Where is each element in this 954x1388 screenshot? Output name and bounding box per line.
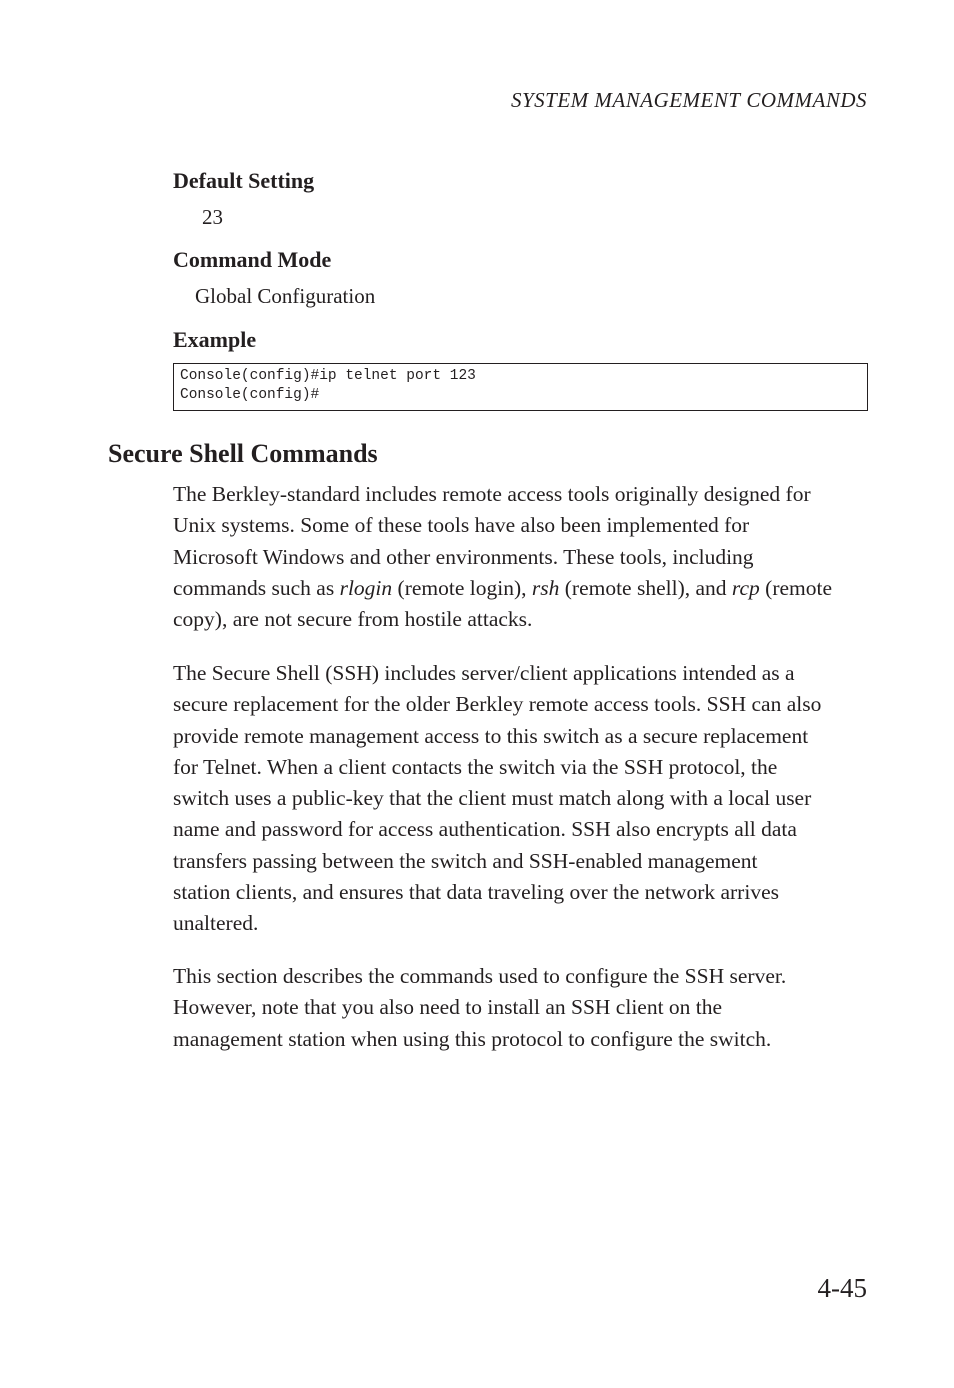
default-setting-value: 23 bbox=[202, 205, 223, 229]
example-label: Example bbox=[173, 327, 257, 352]
paragraph-1-line-4-text-a: commands such as bbox=[173, 575, 340, 600]
rlogin-term: rlogin bbox=[339, 575, 393, 600]
command-mode-value: Global Configuration bbox=[195, 284, 376, 308]
paragraph-2-line: secure replacement for the older Berkley remote access tools. SSH can also bbox=[173, 692, 822, 717]
command-mode-label: Command Mode bbox=[173, 247, 332, 272]
paragraph-3-line: However, note that you also need to install an SSH client on the bbox=[173, 995, 723, 1020]
rsh-term: rsh bbox=[531, 575, 560, 600]
running-header bbox=[511, 88, 867, 113]
paragraph-2-line: unaltered. bbox=[173, 911, 259, 936]
running-header-word-commands: OMMANDS bbox=[760, 88, 867, 112]
paragraph-2 bbox=[173, 658, 873, 940]
paragraph-2-line: for Telnet. When a client contacts the switch via the SSH protocol, the bbox=[173, 754, 778, 779]
paragraph-3-line: This section describes the commands used to configure the SSH server. bbox=[173, 964, 787, 988]
paragraph-1-line-2: Unix systems. Some of these tools have also been implemented for bbox=[173, 513, 750, 538]
paragraph-1-line-4-text-d: (remote bbox=[759, 575, 833, 600]
paragraph-2-line: switch uses a public-key that the client must match along with a local user bbox=[173, 786, 812, 811]
paragraph-2-line: station clients, and ensures that data traveling over the network arrives bbox=[173, 880, 779, 905]
paragraph-1-line-1: The Berkley-standard includes remote access tools originally designed for bbox=[173, 482, 811, 506]
paragraph-1-line-4 bbox=[173, 573, 873, 604]
paragraph-1-line-4-text-c: (remote shell), and bbox=[559, 575, 732, 600]
paragraph-2-line: name and password for access authentication. SSH also encrypts all data bbox=[173, 817, 797, 842]
paragraph-1-line-4-text-b: (remote login), bbox=[392, 575, 532, 600]
running-header-initial-s: S bbox=[510, 88, 522, 112]
paragraph-2-line: The Secure Shell (SSH) includes server/client applications intended as a bbox=[173, 661, 795, 685]
page-number: 4-45 bbox=[817, 1273, 867, 1303]
paragraph-3 bbox=[173, 961, 873, 1055]
paragraph-1 bbox=[173, 479, 873, 635]
code-line-1: Console(config)#ip telnet port 123 bbox=[180, 368, 476, 384]
running-header-initial-m: M bbox=[588, 88, 613, 112]
running-header-word-system: YSTEM bbox=[521, 88, 589, 112]
paragraph-1-line-3: Microsoft Windows and other environments. These tools, including bbox=[173, 544, 754, 569]
rcp-term: rcp bbox=[731, 575, 760, 600]
example-code-block bbox=[173, 363, 868, 411]
paragraph-1-line-5: copy), are not secure from hostile attacks. bbox=[173, 607, 533, 632]
paragraph-2-line: provide remote management access to this switch as a secure replacement bbox=[173, 723, 809, 748]
default-setting-label: Default Setting bbox=[173, 168, 315, 193]
running-header-initial-c: C bbox=[740, 88, 761, 112]
paragraph-3-line: management station when using this protocol to configure the switch. bbox=[173, 1026, 772, 1051]
code-line-2: Console(config)# bbox=[180, 387, 320, 403]
running-header-word-management: ANAGEMENT bbox=[612, 88, 741, 112]
paragraph-2-line: transfers passing between the switch and SSH-enabled management bbox=[173, 848, 758, 873]
section-title: Secure Shell Commands bbox=[108, 439, 378, 468]
